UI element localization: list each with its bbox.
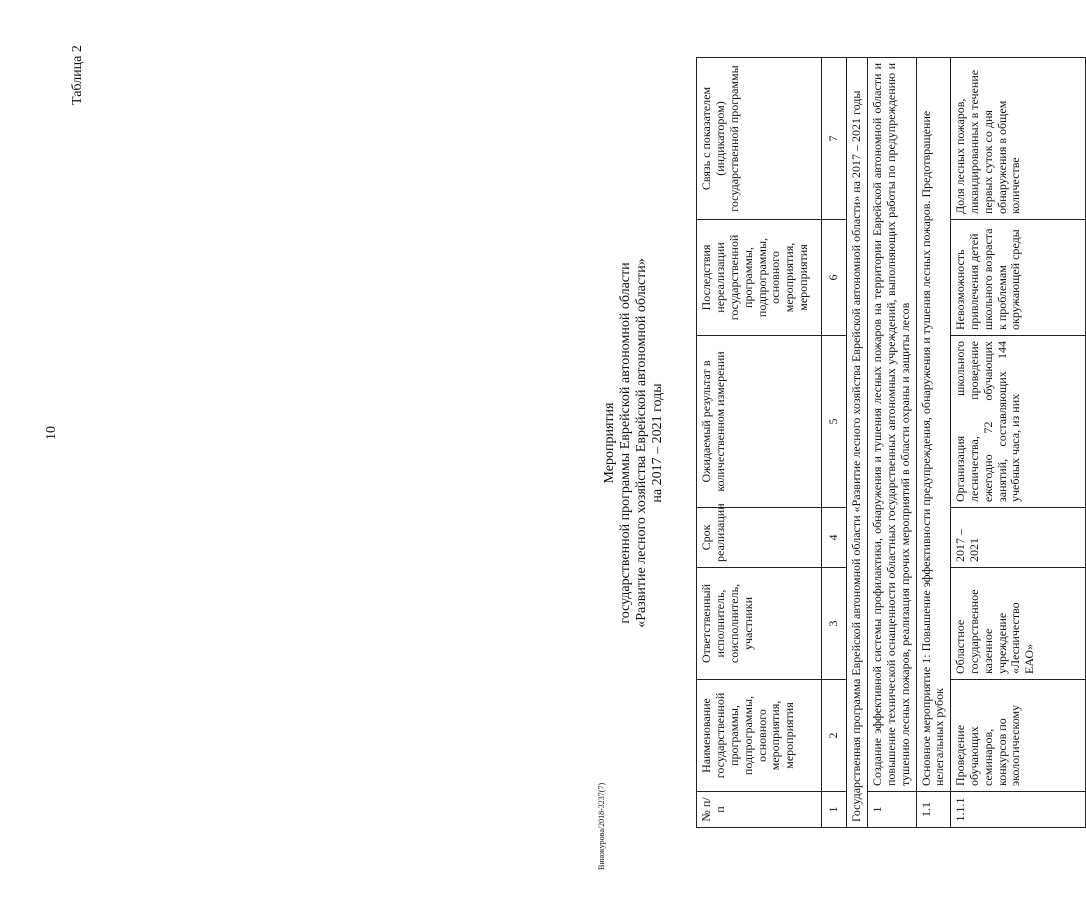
header-row bbox=[697, 58, 822, 828]
main-event-row bbox=[916, 58, 951, 828]
column-number: 2 bbox=[822, 680, 847, 792]
row-executor: Областное государственное казенное учреждение «Лесничество ЕАО» bbox=[951, 568, 1086, 680]
column-number: 6 bbox=[822, 220, 847, 336]
row-name: Проведение обучающих семинаров, конкурсов по экологическому bbox=[951, 680, 1086, 792]
header-cell-executor: Ответственный исполнитель, соисполнитель, участники bbox=[697, 568, 822, 680]
header-cell-name: Наименование государственной программы, подпрограммы, основного мероприятия, мероприятия bbox=[697, 680, 822, 792]
main-event-text: Основное мероприятие 1: Повышение эффективности предупреждения, обнаружения и тушения лесных пожаров. Предотвращение нелегальных рубок bbox=[916, 58, 951, 792]
heading-line-1: Мероприятия bbox=[602, 402, 617, 484]
heading-line-3: «Развитие лесного хозяйства Еврейской автономной области» bbox=[634, 258, 650, 628]
column-number: 4 bbox=[822, 508, 847, 568]
row-number: 1.1.1 bbox=[951, 792, 1086, 828]
column-number: 7 bbox=[822, 58, 847, 220]
main-event-number: 1.1 bbox=[916, 792, 951, 828]
header-cell-period: Срок реализации bbox=[697, 508, 822, 568]
page-number: 10 bbox=[44, 426, 59, 440]
heading-line-4: на 2017 – 2021 годы bbox=[650, 383, 666, 503]
table-label: Таблица 2 bbox=[70, 45, 85, 105]
column-number: 1 bbox=[822, 792, 847, 828]
header-cell-indicator: Связь с показателем (индикатором) государственной программы bbox=[697, 58, 822, 220]
goal-number: 1 bbox=[868, 792, 916, 828]
goal-row bbox=[868, 58, 916, 828]
heading-line-2: государственной программы Еврейской автономной области bbox=[618, 262, 634, 624]
table-row bbox=[951, 58, 1086, 828]
column-number: 3 bbox=[822, 568, 847, 680]
program-title-cell: Государственная программа Еврейской автономной области «Развитие лесного хозяйства Еврейской автономной области» на 2017 – 2021 годы bbox=[847, 58, 868, 828]
goal-text: Создание эффективной системы профилактики, обнаружения и тушения лесных пожаров на территории Еврейской автономной области и повышение технической оснащенности областных государственных автономных учреждений, выполняющих работы по предупреждению и тушению лесных пожаров, реализация прочих мероприятий в области охраны и защиты лесов bbox=[868, 58, 916, 792]
column-number: 5 bbox=[822, 336, 847, 508]
column-number-row bbox=[822, 58, 847, 828]
row-period: 2017 – 2021 bbox=[951, 508, 1086, 568]
events-table bbox=[696, 57, 1086, 828]
row-indicator: Доля лесных пожаров, ликвидированных в течение первых суток со дня обнаружения в общем количестве bbox=[951, 58, 1086, 220]
row-result: Организация школьного лесничества, проведение ежегодно 72 обучающих занятий, составляющих 144 учебных часа, из них bbox=[951, 336, 1086, 508]
footer-code: Винокурова/2018-3237(7) bbox=[597, 782, 606, 870]
rotated-page-content bbox=[600, 58, 1080, 828]
header-cell-num: № п/п bbox=[697, 792, 822, 828]
header-cell-consequences: Последствия нереализации государственной программы, подпрограммы, основного мероприятия, мероприятия bbox=[697, 220, 822, 336]
row-consequences: Невозможность привлечения детей школьного возраста к проблемам окружающей среды bbox=[951, 220, 1086, 336]
document-heading bbox=[600, 58, 666, 828]
program-row bbox=[847, 58, 868, 828]
header-cell-result: Ожидаемый результат в количественном измерении bbox=[697, 336, 822, 508]
